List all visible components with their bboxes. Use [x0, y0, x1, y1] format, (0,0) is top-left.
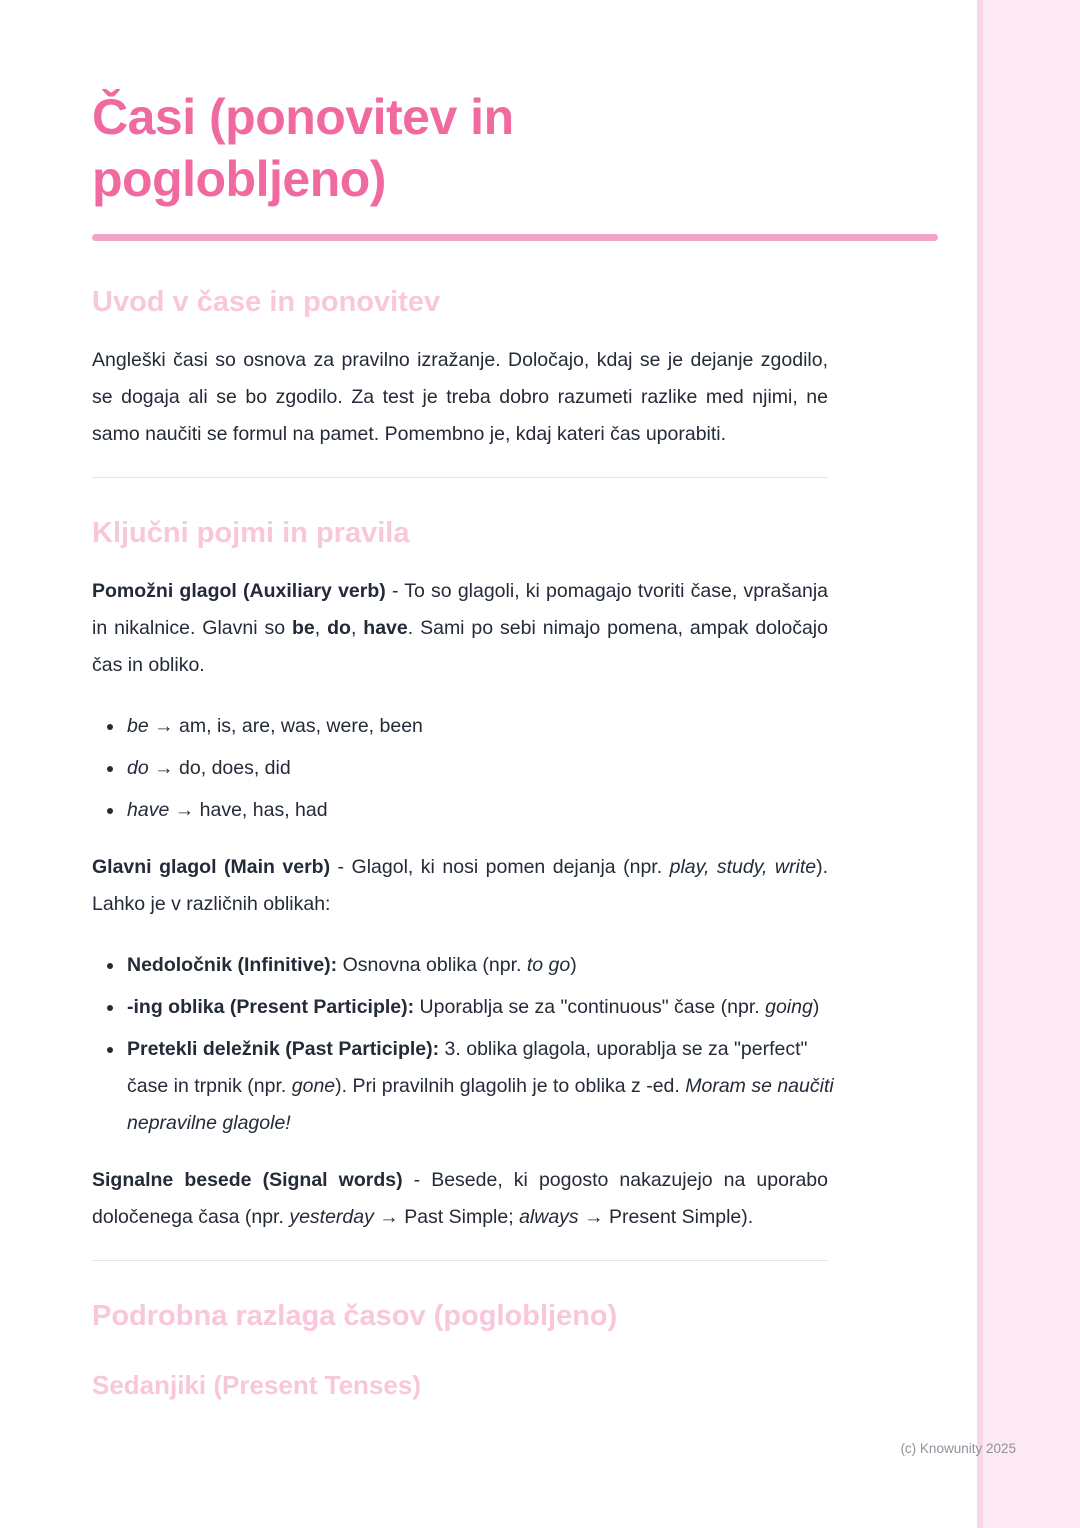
- section-heading-key-concepts: Ključni pojmi in pravila: [92, 517, 410, 549]
- divider: [92, 477, 828, 478]
- list-item: • be → am, is, are, was, were, been: [125, 708, 845, 745]
- main-verb-paragraph: Glavni glagol (Main verb) - Glagol, ki nosi pomen dejanja (npr. play, study, write). Lahko je v različnih oblikah:: [92, 856, 829, 915]
- page-side-band: [977, 0, 1080, 1528]
- divider: [92, 1260, 828, 1261]
- list-item: • do → do, does, did: [125, 750, 845, 787]
- title-underline: [92, 234, 938, 241]
- page-title: Časi (ponovitev in poglobljeno): [92, 89, 514, 207]
- intro-paragraph: Angleški časi so osnova za pravilno izražanje. Določajo, kdaj se je dejanje zgodilo, se dogaja ali se bo zgodilo. Za test je treba dobro razumeti razlike med njimi, ne samo naučiti se formul na pamet. Pomembno je, kdaj kateri čas uporabiti.: [92, 349, 828, 445]
- auxiliary-verb-paragraph: Pomožni glagol (Auxiliary verb) - To so glagoli, ki pomagajo tvoriti čase, vprašanja in nikalnice. Glavni so be, do, have. Sami po sebi nimajo pomena, ampak določajo čas in obliko.: [92, 580, 828, 676]
- copyright-footer: (c) Knowunity 2025: [900, 1441, 1016, 1456]
- list-item: • Pretekli deležnik (Past Participle): 3. oblika glagola, uporablja se za "perfect" čase in trpnik (npr. gone). Pri pravilnih glagolih je to oblika z -ed. Moram se naučiti nepravilne glagole!: [125, 1031, 845, 1142]
- list-item: • -ing oblika (Present Participle): Uporablja se za "continuous" čase (npr. going): [125, 989, 845, 1026]
- list-item: • Nedoločnik (Infinitive): Osnovna oblika (npr. to go): [125, 947, 845, 984]
- list-item: • have → have, has, had: [125, 792, 845, 829]
- signal-words-paragraph: Signalne besede (Signal words) - Besede, ki pogosto nakazujejo na uporabo določenega časa (npr. yesterday → Past Simple; always → Present Simple).: [92, 1169, 828, 1228]
- subsection-heading-present-tenses: Sedanjiki (Present Tenses): [92, 1370, 421, 1400]
- section-heading-detailed: Podrobna razlaga časov (poglobljeno): [92, 1300, 618, 1332]
- section-heading-intro: Uvod v čase in ponovitev: [92, 286, 441, 318]
- page-content: [92, 86, 938, 1401]
- verb-forms-list: [92, 947, 845, 1142]
- auxiliary-forms-list: [92, 708, 845, 829]
